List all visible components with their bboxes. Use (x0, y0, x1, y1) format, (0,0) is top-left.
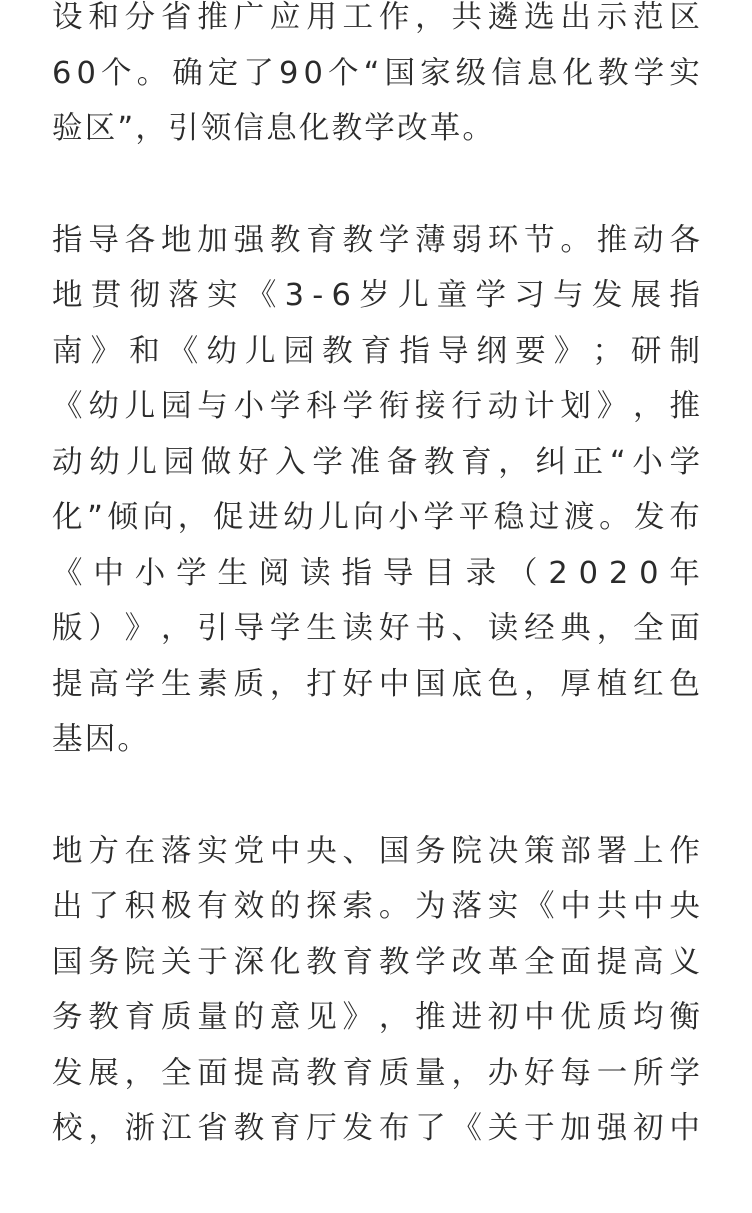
text-line: 《 幼 儿 园 与 小 学 科 学 衔 接 行 动 计 划 》 ， 推 (52, 389, 700, 424)
text-line: 指 导 各 地 加 强 教 育 教 学 薄 弱 环 节 。 推 动 各 (52, 222, 700, 258)
text-line: 动 幼 儿 园 做 好 入 学 准 备 教 育 ， 纠 正 “ 小 学 (52, 444, 700, 480)
text-line: 验区”，引领信息化教学改革。 (52, 111, 496, 146)
text-line: 国 务 院 关 于 深 化 教 育 教 学 改 革 全 面 提 高 义 (52, 944, 700, 980)
text-line: 基因。 (52, 722, 151, 757)
text-line: 6 0 个 。 确 定 了 9 0 个 “ 国 家 级 信 息 化 教 学 实 (52, 55, 700, 91)
paragraph-informatization (52, 0, 700, 157)
text-line: 版 ） 》 ， 引 导 学 生 读 好 书 、 读 经 典 ， 全 面 (52, 611, 700, 646)
text-line: 提 高 学 生 素 质 ， 打 好 中 国 底 色 ， 厚 植 红 色 (52, 666, 700, 702)
text-line: 南 》 和 《 幼 儿 园 教 育 指 导 纲 要 》 ； 研 制 (52, 333, 700, 369)
text-line: 设 和 分 省 推 广 应 用 工 作 ， 共 遴 选 出 示 范 区 (52, 0, 700, 35)
paragraph-local-exploration (52, 824, 700, 1157)
text-line: 校 ， 浙 江 省 教 育 厅 发 布 了 《 关 于 加 强 初 中 (52, 1111, 700, 1146)
text-line: 化 ” 倾 向 ， 促 进 幼 儿 向 小 学 平 稳 过 渡 。 发 布 (52, 500, 700, 535)
text-line: 出 了 积 极 有 效 的 探 索 。 为 落 实 《 中 共 中 央 (52, 889, 700, 924)
text-line: 《 中 小 学 生 阅 读 指 导 目 录 （ 2 0 2 0 年 (52, 555, 700, 591)
text-line: 发 展 ， 全 面 提 高 教 育 质 量 ， 办 好 每 一 所 学 (52, 1055, 700, 1091)
paragraph-weak-links (52, 213, 700, 768)
article-body (52, 0, 700, 1213)
text-line: 地 贯 彻 落 实 《 3 - 6 岁 儿 童 学 习 与 发 展 指 (52, 278, 700, 313)
text-line: 务 教 育 质 量 的 意 见 》 ， 推 进 初 中 优 质 均 衡 (52, 1000, 700, 1035)
text-line: 地 方 在 落 实 党 中 央 、 国 务 院 决 策 部 署 上 作 (52, 833, 700, 869)
